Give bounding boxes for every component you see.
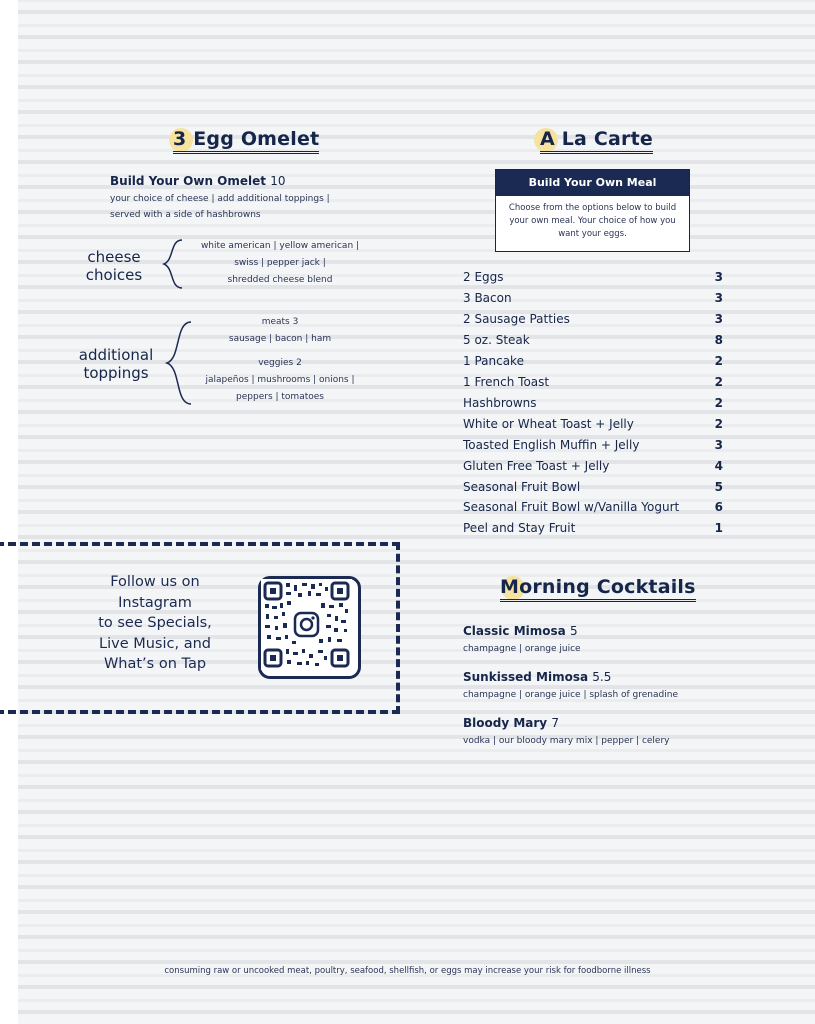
cheese-line1: white american | yellow american | bbox=[200, 241, 360, 251]
item-price: 1 bbox=[714, 521, 723, 535]
cheese-line3: shredded cheese blend bbox=[227, 275, 333, 285]
toppings-label-line1: additional bbox=[78, 346, 154, 364]
item-price: 3 bbox=[714, 270, 723, 284]
cheese-label-line2: choices bbox=[85, 266, 143, 284]
item-name: 2 Sausage Patties bbox=[463, 312, 570, 326]
item-name: 1 French Toast bbox=[463, 375, 550, 389]
build-omelet-title bbox=[110, 174, 285, 188]
item-price: 5 bbox=[714, 480, 723, 494]
build-meal-line3: want your eggs. bbox=[558, 229, 627, 239]
item-price: 3 bbox=[714, 438, 723, 452]
cocktail-price: 5 bbox=[569, 624, 578, 638]
cocktail-desc: champagne | orange juice | splash of grenadine bbox=[463, 690, 678, 700]
build-meal-header: Build Your Own Meal bbox=[496, 170, 689, 196]
list-item bbox=[463, 500, 723, 520]
item-name: Seasonal Fruit Bowl bbox=[463, 480, 581, 494]
omelet-desc-line2: served with a side of hashbrowns bbox=[110, 210, 261, 220]
cocktail-name: Bloody Mary bbox=[463, 716, 548, 730]
list-item bbox=[463, 312, 723, 332]
list-item bbox=[463, 333, 723, 353]
cocktail-title bbox=[463, 716, 559, 730]
list-item bbox=[463, 375, 723, 395]
item-name: Hashbrowns bbox=[463, 396, 537, 410]
cocktail-title bbox=[463, 624, 578, 638]
cocktail-name: Classic Mimosa bbox=[463, 624, 566, 638]
list-item bbox=[463, 438, 723, 458]
cocktail-name: Sunkissed Mimosa bbox=[463, 670, 589, 684]
additional-toppings-label bbox=[76, 346, 156, 382]
list-item bbox=[463, 521, 723, 541]
item-price: 3 bbox=[714, 291, 723, 305]
item-price: 2 bbox=[714, 375, 723, 389]
list-item bbox=[463, 480, 723, 500]
build-omelet-name: Build Your Own Omelet bbox=[110, 174, 266, 188]
item-price: 2 bbox=[714, 417, 723, 431]
item-name: Seasonal Fruit Bowl w/Vanilla Yogurt bbox=[463, 500, 680, 514]
follow-line1: Follow us on bbox=[110, 574, 200, 590]
cocktail-desc: vodka | our bloody mary mix | pepper | celery bbox=[463, 736, 670, 746]
item-name: 1 Pancake bbox=[463, 354, 524, 368]
build-your-own-meal-box bbox=[495, 169, 690, 252]
qr-pattern-icon bbox=[261, 579, 352, 670]
list-item bbox=[463, 354, 723, 374]
build-omelet-price: 10 bbox=[270, 174, 286, 188]
follow-line2: Instagram bbox=[118, 594, 192, 611]
veggies-line1: jalapeños | mushrooms | onions | bbox=[205, 375, 355, 385]
veggies-header: veggies 2 bbox=[258, 358, 302, 368]
list-item bbox=[463, 396, 723, 416]
follow-line4: Live Music, and bbox=[99, 635, 211, 652]
item-price: 6 bbox=[714, 500, 723, 514]
instagram-qr-code-icon[interactable] bbox=[258, 576, 361, 679]
item-name: Toasted English Muffin + Jelly bbox=[463, 438, 640, 452]
instagram-follow-text bbox=[70, 572, 240, 675]
toppings-label-line2: toppings bbox=[83, 364, 149, 382]
item-price: 2 bbox=[714, 396, 723, 410]
item-name: Gluten Free Toast + Jelly bbox=[463, 459, 610, 473]
cocktails-section-title: Morning Cocktails bbox=[500, 576, 696, 602]
cocktail-title bbox=[463, 670, 611, 684]
follow-line5: What’s on Tap bbox=[103, 656, 207, 672]
item-price: 4 bbox=[714, 459, 723, 473]
meats-header: meats 3 bbox=[261, 317, 299, 327]
veggies-line2: peppers | tomatoes bbox=[236, 392, 324, 402]
item-name: 2 Eggs bbox=[463, 270, 504, 284]
build-meal-line1: Choose from the options below to build bbox=[508, 203, 677, 213]
build-meal-line2: your own meal. Your choice of how you bbox=[509, 216, 676, 226]
item-price: 3 bbox=[714, 312, 723, 326]
cocktail-desc: champagne | orange juice bbox=[463, 644, 581, 654]
cheese-brace-icon bbox=[160, 238, 186, 290]
item-price: 8 bbox=[714, 333, 723, 347]
item-name: White or Wheat Toast + Jelly bbox=[463, 417, 634, 431]
omelet-desc-line1: your choice of cheese | add additional toppings | bbox=[110, 194, 330, 204]
list-item bbox=[463, 270, 723, 290]
cheese-line2: swiss | pepper jack | bbox=[234, 258, 326, 268]
alacarte-section-title: A La Carte bbox=[540, 128, 653, 154]
cheese-choices-label bbox=[78, 248, 150, 284]
omelet-section-title: 3 Egg Omelet bbox=[173, 128, 319, 154]
item-name: 3 Bacon bbox=[463, 291, 512, 305]
list-item bbox=[463, 417, 723, 437]
meats-line: sausage | bacon | ham bbox=[228, 334, 332, 344]
build-meal-description bbox=[496, 196, 689, 241]
food-safety-disclaimer: consuming raw or uncooked meat, poultry, seafood, shellfish, or eggs may increase your risk for foodborne illness bbox=[164, 966, 651, 976]
item-name: Peel and Stay Fruit bbox=[463, 521, 576, 535]
cocktail-price: 7 bbox=[551, 716, 559, 730]
cheese-label-line1: cheese bbox=[87, 248, 141, 266]
item-name: 5 oz. Steak bbox=[463, 333, 530, 347]
list-item bbox=[463, 459, 723, 479]
follow-line3: to see Specials, bbox=[98, 615, 212, 631]
item-price: 2 bbox=[714, 354, 723, 368]
cocktail-price: 5.5 bbox=[592, 670, 612, 684]
list-item bbox=[463, 291, 723, 311]
